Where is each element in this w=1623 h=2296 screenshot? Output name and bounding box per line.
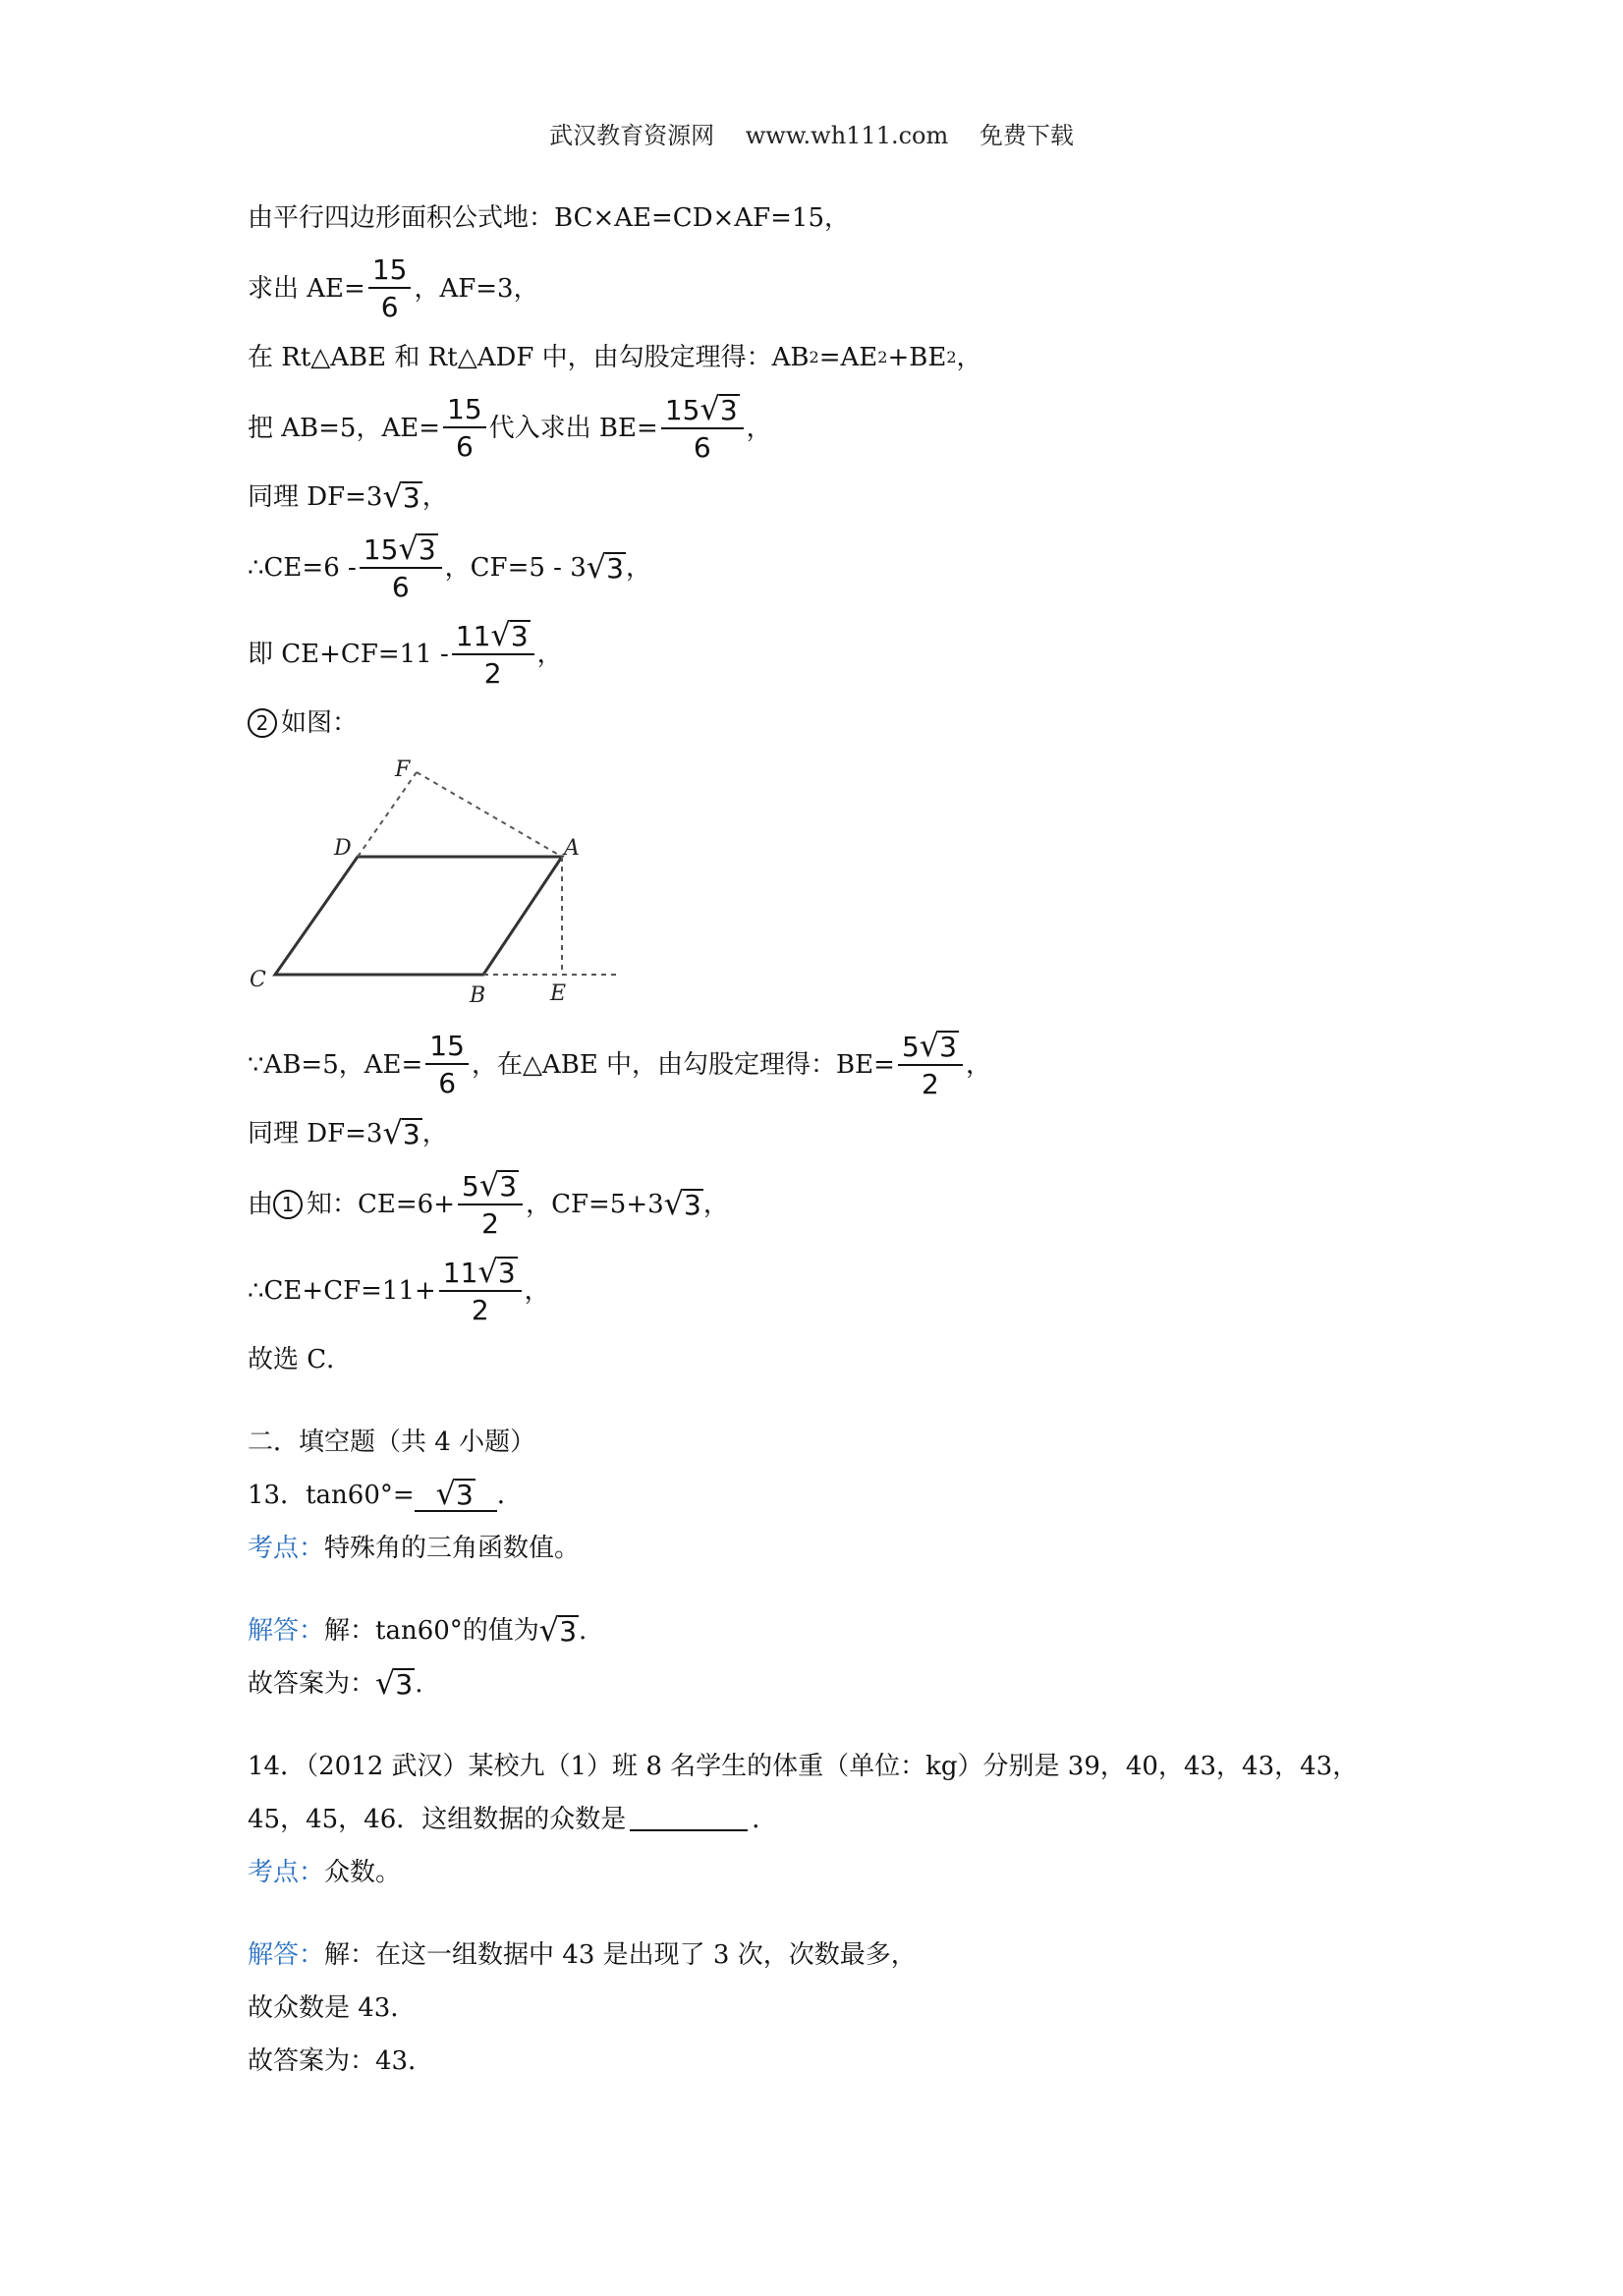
solution-line-10: 同理 DF=3 √ 3 ， <box>248 1114 448 1151</box>
solution-line-11: 由 1 知：CE=6+ 5 √ 3 2 ，CF=5+3 √ 3 ， <box>248 1166 729 1240</box>
question-13-final: 故答案为： √ 3 . <box>248 1664 423 1702</box>
solution-line-12: ∴CE+CF=11+ 11 √ 3 2 ， <box>248 1253 550 1326</box>
site-name: 武汉教育资源网 <box>549 122 715 149</box>
fraction: 5 √ 3 2 <box>458 1170 523 1239</box>
label-a: A <box>564 836 580 861</box>
fraction: $\frac{15}{6}$ <box>425 1032 469 1098</box>
solution-line-9: ∵AB=5，AE= $\frac{15}{6}$ ，在△ABE 中，由勾股定理得：BE= 5 √ 3 2 ， <box>248 1027 991 1100</box>
label-c: C <box>250 968 266 992</box>
document-body <box>248 196 1407 2093</box>
label-b: B <box>470 983 486 1008</box>
parallelogram-abcd <box>275 857 562 975</box>
solution-line-8: 2 如图： <box>248 701 1407 745</box>
section-heading: 二．填空题（共 4 小题） <box>248 1428 536 1457</box>
sqrt: √ 3 <box>586 548 624 586</box>
parallelogram-figure <box>248 758 641 1014</box>
sqrt: √ 3 <box>538 1611 578 1649</box>
sqrt: √ 3 <box>382 477 420 515</box>
page-header <box>0 116 1623 150</box>
answer-label: 解答： <box>248 1616 325 1646</box>
fraction: $\frac{15}{6}$ <box>443 395 486 462</box>
solution-line-7: 即 CE+CF=11 - 11 √ 3 2 ， <box>248 616 563 690</box>
question-14-line-2: 45，45，46．这组数据的众数是 ． <box>248 1805 778 1834</box>
circled-number: 2 <box>248 708 277 738</box>
fraction: 5 √ 3 2 <box>898 1031 963 1099</box>
fraction: 11 √ 3 2 <box>452 620 534 689</box>
segment-df <box>358 772 417 857</box>
solution-line-6: ∴CE=6 - 15 √ 3 6 ，CF=5 - 3 √ 3 ， <box>248 530 652 603</box>
question-14-topic: 考点： 众数。 <box>248 1851 1407 1894</box>
sqrt: √ 3 <box>375 1664 414 1702</box>
question-13-answer: 解答： 解：tan60°的值为 √ 3 . <box>248 1611 588 1649</box>
fraction: 15 √ 3 6 <box>661 394 744 463</box>
site-tagline: 免费下载 <box>979 122 1074 149</box>
question-13: 13．tan60°= √ 3 ． <box>248 1475 523 1512</box>
label-e: E <box>550 981 567 1006</box>
topic-label: 考点： <box>248 1858 325 1887</box>
solution-line-5: 同理 DF=3 √ 3 ， <box>248 477 448 515</box>
solution-conclusion: 故选 C． <box>248 1345 353 1374</box>
answer-blank <box>630 1808 748 1831</box>
sqrt: √ 3 <box>382 1114 420 1151</box>
question-14-final: 故答案为：43． <box>248 2046 434 2076</box>
answer-blank: √ 3 <box>415 1479 497 1512</box>
label-d: D <box>334 836 352 861</box>
solution-line-1: 由平行四边形面积公式地：BC×AE=CD×AF=15， <box>248 203 851 233</box>
fraction: 11 √ 3 2 <box>439 1257 522 1325</box>
segment-fa <box>417 772 562 857</box>
topic-label: 考点： <box>248 1534 325 1563</box>
site-url[interactable]: www.wh111.com <box>745 122 949 149</box>
fraction: 15 √ 3 6 <box>360 533 442 602</box>
solution-line-3: 在 Rt△ABE 和 Rt△ADF 中，由勾股定理得：AB 2 =AE 2 +BE 2 ， <box>248 343 982 372</box>
solution-line-2: 求出 AE= $\frac{15}{6}$ ，AF=3， <box>248 253 539 323</box>
question-14-line-3: 故众数是 43． <box>248 1993 417 2023</box>
fraction: $\frac{15}{6}$ <box>368 255 412 322</box>
circled-number: 1 <box>273 1190 303 1219</box>
question-13-topic: 考点： 特殊角的三角函数值。 <box>248 1527 1407 1570</box>
label-f: F <box>395 758 411 782</box>
question-14-line-1: 14．（2012 武汉）某校九（1）班 8 名学生的体重（单位：kg）分别是 39，40，43，43，43， <box>248 1752 1359 1781</box>
question-14-answer: 解答： 解：在这一组数据中 43 是出现了 3 次，次数最多， <box>248 1933 1407 1977</box>
sqrt: √ 3 <box>663 1185 701 1222</box>
solution-line-4: 把 AB=5，AE= $\frac{15}{6}$ 代入求出 BE= 15 √ 3 6 ， <box>248 390 772 464</box>
answer-label: 解答： <box>248 1940 325 1970</box>
